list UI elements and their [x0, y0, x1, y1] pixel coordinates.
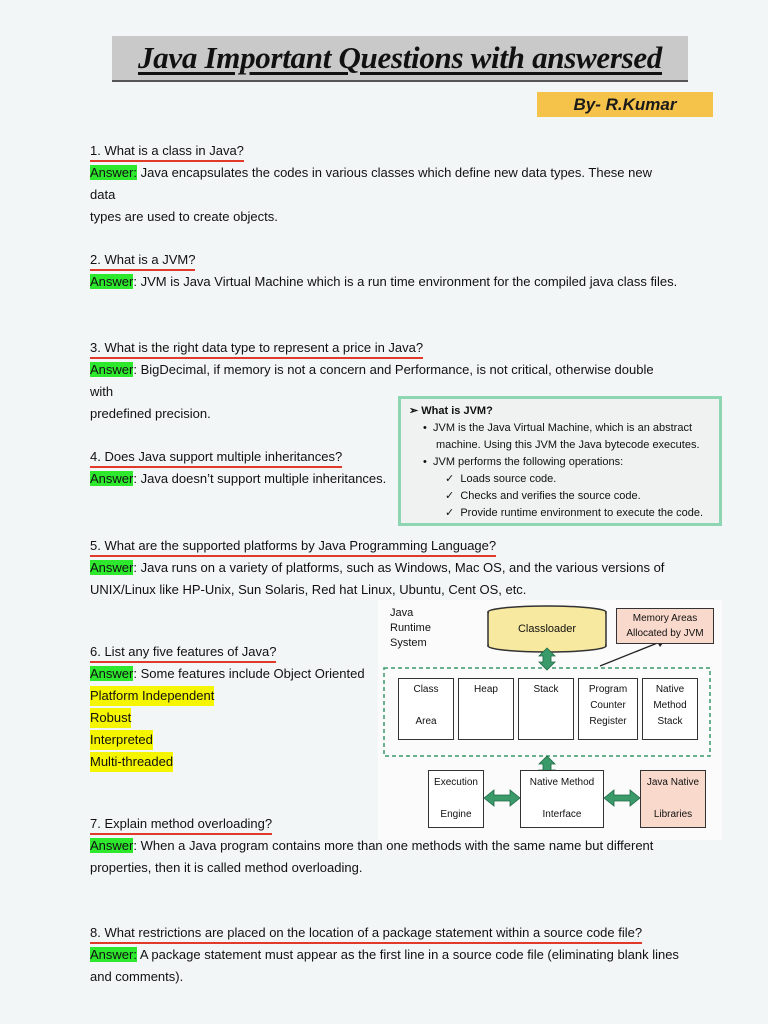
- jvm-bullet: JVM performs the following operations:: [432, 456, 624, 468]
- interface-label: Interface: [542, 809, 582, 820]
- jvm-info-box: [398, 396, 722, 526]
- answer-text: and comments).: [90, 969, 184, 984]
- answer-text: A package statement must appear as the first line in a source code file (eliminating blank lines: [136, 947, 679, 962]
- question-title: 6. List any five features of Java?: [90, 643, 276, 663]
- memory-areas-box: [616, 608, 714, 644]
- libraries-label: Libraries: [653, 809, 693, 820]
- bullet-icon: •: [423, 456, 427, 468]
- jvm-check-item: Checks and verifies the source code.: [460, 490, 641, 502]
- feature-highlight: Multi-threaded: [90, 752, 173, 772]
- feature-highlight: Interpreted: [90, 730, 153, 750]
- area-label: Register: [589, 716, 627, 727]
- memory-areas-label: Memory Areas: [632, 613, 698, 624]
- checkmark-icon: ✓: [445, 473, 455, 485]
- area-label: Stack: [533, 684, 559, 695]
- answer-text: : Some features include Object Oriented: [133, 666, 365, 681]
- area-label: Area: [415, 716, 437, 727]
- answer-label: Answer: [90, 838, 134, 853]
- libraries-label: Java Native: [646, 777, 700, 788]
- classloader-label: Classloader: [517, 623, 577, 635]
- answer-label: Answer: [90, 560, 134, 575]
- checkmark-icon: ✓: [445, 507, 455, 519]
- question-7: [90, 813, 680, 879]
- jvm-bullet: machine. Using this JVM the Java bytecode executes.: [436, 439, 700, 451]
- libraries-label: [641, 791, 705, 807]
- feature-highlight: Platform Independent: [90, 686, 214, 706]
- arrow-bullet-icon: ➢: [409, 405, 419, 417]
- answer-label: Answer: [90, 362, 134, 377]
- area-label: Class: [413, 684, 439, 695]
- interface-label: Native Method: [529, 777, 595, 788]
- interface-label: [521, 791, 603, 807]
- checkmark-icon: ✓: [445, 490, 455, 502]
- stack-box: [518, 678, 574, 740]
- class-area-box: [398, 678, 454, 740]
- jvm-architecture-diagram: [378, 600, 722, 840]
- question-title: 1. What is a class in Java?: [90, 142, 244, 162]
- question-4: [90, 446, 390, 490]
- question-8: [90, 922, 690, 988]
- question-title: 5. What are the supported platforms by Java Programming Language?: [90, 537, 496, 557]
- author-name: By- R.Kumar: [573, 94, 677, 114]
- page-title: Java Important Questions with answersed: [137, 40, 663, 75]
- runtime-label: Java: [390, 607, 414, 619]
- question-title: 2. What is a JVM?: [90, 251, 195, 271]
- question-6: [90, 641, 375, 773]
- area-label: Method: [653, 700, 687, 711]
- runtime-label: Runtime: [390, 622, 431, 634]
- area-label: Native: [655, 684, 685, 695]
- question-1: [90, 140, 680, 228]
- answer-label: Answer:: [90, 165, 137, 180]
- engine-label: Engine: [440, 809, 472, 820]
- area-label: Heap: [474, 684, 498, 695]
- answer-text: : BigDecimal, if memory is not a concern and Performance, is not critical, otherwise double with: [90, 362, 654, 399]
- memory-areas-label: Allocated by JVM: [626, 628, 704, 639]
- question-title: 7. Explain method overloading?: [90, 815, 272, 835]
- answer-text: types are used to create objects.: [90, 209, 278, 224]
- jvm-heading: What is JVM?: [421, 405, 493, 417]
- heap-box: [458, 678, 514, 740]
- area-label: Counter: [590, 700, 626, 711]
- jvm-check-item: Loads source code.: [460, 473, 557, 485]
- bullet-icon: •: [423, 422, 427, 434]
- answer-text: : JVM is Java Virtual Machine which is a run time environment for the compiled java class files.: [133, 274, 678, 289]
- answer-text: : Java doesn’t support multiple inheritances.: [133, 471, 387, 486]
- engine-label: Execution: [434, 777, 478, 788]
- answer-label: Answer: [90, 471, 134, 486]
- question-title: 8. What restrictions are placed on the location of a package statement within a source code file?: [90, 924, 642, 944]
- author-banner: [537, 92, 713, 117]
- title-banner: [112, 36, 688, 82]
- answer-label: Answer: [90, 666, 134, 681]
- answer-label: Answer: [90, 274, 134, 289]
- area-label: Program: [588, 684, 628, 695]
- runtime-label: System: [390, 637, 427, 649]
- native-method-stack-box: [642, 678, 698, 740]
- jvm-bullet: JVM is the Java Virtual Machine, which is an abstract: [432, 422, 693, 434]
- question-2: [90, 249, 680, 293]
- engine-label: [429, 791, 483, 807]
- question-5: [90, 535, 680, 601]
- area-label: Stack: [657, 716, 683, 727]
- question-title: 3. What is the right data type to represent a price in Java?: [90, 339, 423, 359]
- answer-text: properties, then it is called method overloading.: [90, 860, 363, 875]
- answer-label: Answer:: [90, 947, 137, 962]
- area-label: [399, 698, 453, 714]
- answer-text: Java encapsulates the codes in various classes which define new data types. These new data: [90, 165, 652, 202]
- feature-highlight: Robust: [90, 708, 131, 728]
- answer-text: : Java runs on a variety of platforms, such as Windows, Mac OS, and the various versions of: [133, 560, 665, 575]
- program-counter-register-box: [578, 678, 638, 740]
- answer-text: predefined precision.: [90, 406, 211, 421]
- answer-text: UNIX/Linux like HP-Unix, Sun Solaris, Red hat Linux, Ubuntu, Cent OS, etc.: [90, 582, 527, 597]
- jvm-check-item: Provide runtime environment to execute the code.: [460, 507, 704, 519]
- answer-text: : When a Java program contains more than one methods with the same name but different: [133, 838, 654, 853]
- question-title: 4. Does Java support multiple inheritances?: [90, 448, 342, 468]
